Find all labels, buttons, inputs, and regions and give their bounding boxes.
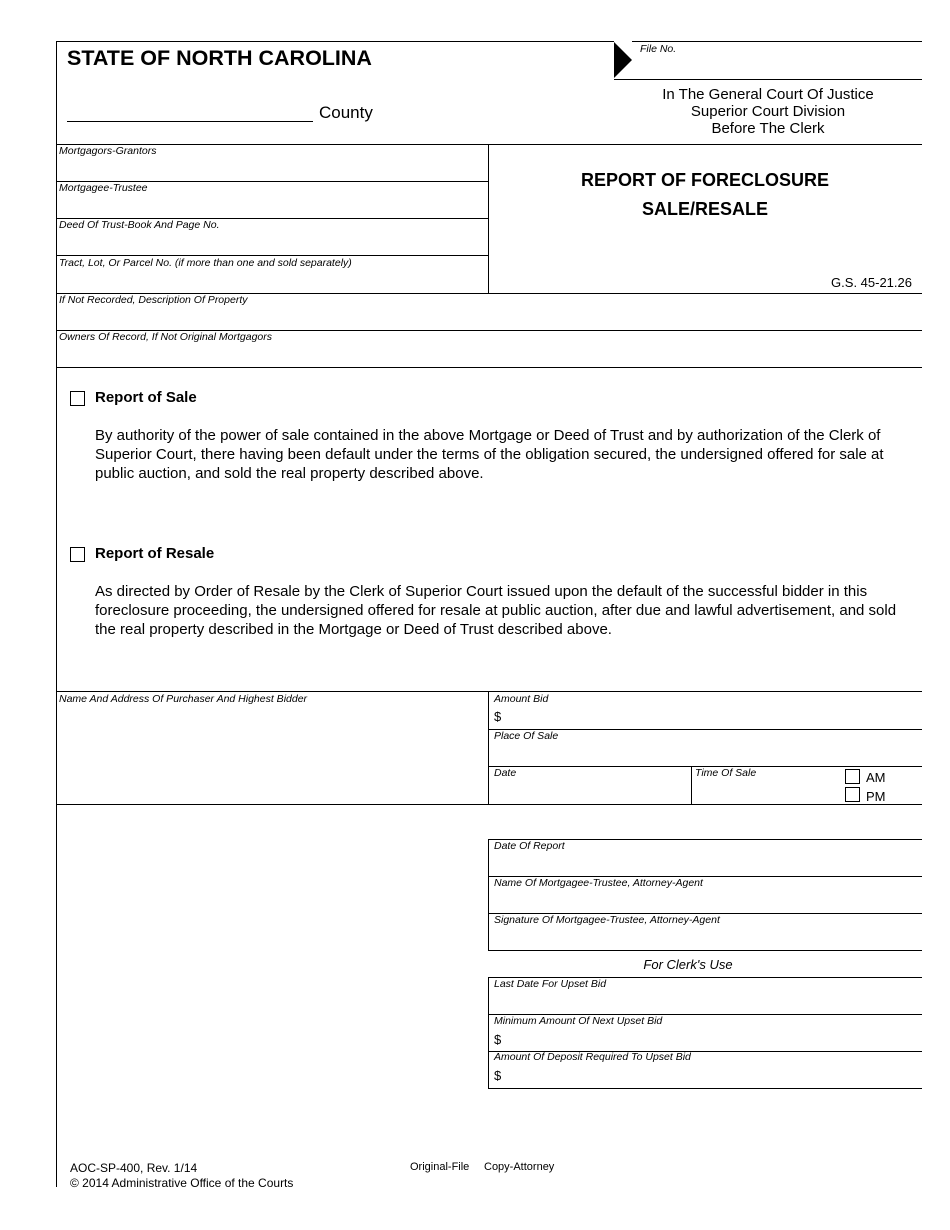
trustee-name-field[interactable]: Name Of Mortgagee-Trustee, Attorney-Agent — [494, 877, 703, 889]
am-label: AM — [866, 770, 886, 785]
form-number: AOC-SP-400, Rev. 1/14 — [70, 1161, 198, 1175]
county-input-line[interactable] — [67, 121, 313, 122]
state-title: STATE OF NORTH CAROLINA — [67, 46, 372, 70]
deed-of-trust-field[interactable]: Deed Of Trust-Book And Page No. — [59, 219, 220, 231]
top-border-left — [56, 41, 614, 42]
deposit-required-field[interactable]: Amount Of Deposit Required To Upset Bid — [494, 1051, 691, 1063]
grid-line-255 — [56, 255, 488, 256]
court-line-3: Before The Clerk — [711, 120, 825, 137]
last-date-upset-bid-field[interactable]: Last Date For Upset Bid — [494, 978, 607, 990]
place-of-sale-field[interactable]: Place Of Sale — [494, 730, 559, 742]
distribution-copy: Copy-Attorney — [484, 1161, 555, 1173]
report-of-resale-label: Report of Resale — [95, 545, 215, 562]
county-label: County — [319, 103, 373, 122]
purchase-divider — [488, 691, 489, 804]
date-field[interactable]: Date — [494, 767, 517, 779]
date-of-report-field[interactable]: Date Of Report — [494, 840, 565, 852]
report-of-sale-label: Report of Sale — [95, 389, 197, 406]
grid-line-367 — [56, 367, 922, 368]
grid-line-1088 — [488, 1088, 922, 1089]
grid-line-804 — [56, 804, 922, 805]
report-of-resale-checkbox[interactable] — [70, 547, 85, 562]
mortgagee-trustee-field[interactable]: Mortgagee-Trustee — [59, 182, 148, 194]
clerk-use-heading: For Clerk's Use — [643, 957, 733, 972]
grid-line-691 — [56, 691, 922, 692]
court-line-1: In The General Court Of Justice — [662, 86, 874, 103]
tract-field[interactable]: Tract, Lot, Or Parcel No. (if more than one and sold separately) — [59, 257, 352, 269]
grid-line-144 — [56, 144, 922, 145]
distribution-original: Original-File — [410, 1161, 470, 1173]
court-line-2: Superior Court Division — [690, 103, 846, 120]
clerk-left-border — [488, 977, 489, 1088]
top-border-right — [632, 41, 922, 42]
am-checkbox[interactable] — [845, 769, 860, 784]
minimum-upset-bid-currency: $ — [494, 1032, 502, 1047]
signature-left-border — [488, 839, 489, 950]
left-border — [56, 41, 57, 1187]
time-of-sale-field[interactable]: Time Of Sale — [695, 767, 757, 779]
copyright: © 2014 Administrative Office of the Courts — [70, 1176, 294, 1190]
file-no-line[interactable] — [614, 79, 922, 80]
grid-line-950 — [488, 950, 922, 951]
report-of-resale-text: As directed by Order of Resale by the Clerk of Superior Court issued upon the default of the successful bidder in this foreclosure proceeding, the undersigned offered for resale at public auction, after due and lawful advertisement, and sold the real property described in the Mortgage or Deed of Trust described above. — [95, 583, 897, 638]
trustee-signature-field[interactable]: Signature Of Mortgagee-Trustee, Attorney-Agent — [494, 914, 720, 926]
deposit-required-currency: $ — [494, 1068, 502, 1083]
file-no-label: File No. — [640, 43, 677, 55]
time-divider — [691, 766, 692, 804]
report-of-sale-checkbox[interactable] — [70, 391, 85, 406]
file-arrow-icon — [614, 42, 632, 78]
pm-label: PM — [866, 789, 886, 804]
statute-reference: G.S. 45-21.26 — [831, 275, 912, 290]
pm-checkbox[interactable] — [845, 787, 860, 802]
amount-bid-field[interactable]: Amount Bid — [494, 693, 549, 705]
owners-field[interactable]: Owners Of Record, If Not Original Mortgagors — [59, 331, 272, 343]
report-title-line-1: REPORT OF FORECLOSURE — [580, 170, 829, 190]
mortgagors-field[interactable]: Mortgagors-Grantors — [59, 145, 157, 157]
report-title-line-2: SALE/RESALE — [641, 199, 769, 219]
description-field[interactable]: If Not Recorded, Description Of Property — [59, 294, 248, 306]
amount-bid-currency: $ — [494, 709, 502, 724]
report-of-sale-text: By authority of the power of sale contained in the above Mortgage or Deed of Trust and by authorization of the Clerk of Superior Court, there having been default under the terms of the obligation secured, the undersigned offered for sale at public auction, and sold the real property described above. — [95, 427, 884, 482]
purchaser-field[interactable]: Name And Address Of Purchaser And Highest Bidder — [59, 693, 308, 705]
minimum-upset-bid-field[interactable]: Minimum Amount Of Next Upset Bid — [494, 1015, 663, 1027]
